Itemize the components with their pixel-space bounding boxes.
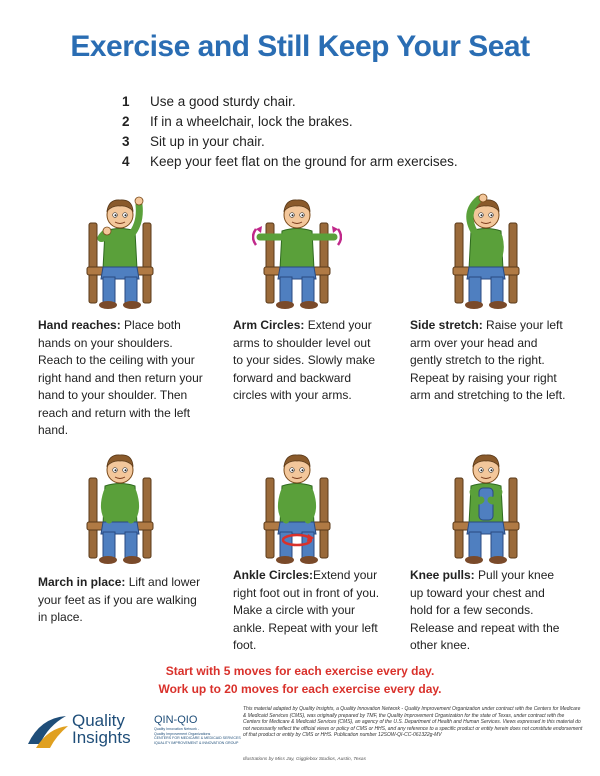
daily-goal-note — [0, 662, 600, 698]
exercise-name: Hand reaches: — [38, 318, 121, 332]
exercise-description-knee-pulls — [410, 567, 570, 655]
exercise-description-hand-reaches — [38, 317, 208, 440]
march-in-place-illustration — [75, 448, 165, 568]
exercise-text: Extend your arms to shoulder level out to your sides. Slowly make forward and backward circles with your arms. — [233, 318, 376, 402]
quality-insights-logo — [26, 711, 241, 750]
logo-mark-icon — [26, 714, 70, 750]
logo-line-quality: Quality — [72, 711, 125, 730]
exercise-description-march-in-place — [38, 574, 203, 627]
ankle-circles-illustration — [252, 448, 342, 568]
disclaimer-text: This material adapted by Quality Insights, a Quality Innovation Network - Quality Improvement Organization under contract with the Centers for Medicare & Medicaid Services (CMS), was originally prepared by TMF, the Quality Improvement Organization for the state of Texas, under contract with the Centers for Medicare & Medicaid Services (CMS), an agency of the U.S. Department of Health and Human Services. Views expressed in this material do not necessarily reflect the official views or policy of CMS or HHS, and any reference to a specific product or entity herein does not constitute endorsement of that product or entity by CMS or HHS. Publication number 12SOW-QI-CC-061322g-MV — [243, 706, 583, 739]
step-number: 3 — [122, 134, 130, 149]
logo-subtitle — [154, 727, 244, 745]
exercise-description-side-stretch — [410, 317, 570, 405]
arm-circles-illustration — [252, 193, 342, 313]
instruction-list — [122, 92, 458, 172]
exercise-description-arm-circles — [233, 317, 383, 405]
side-stretch-illustration — [441, 193, 531, 313]
exercise-text: Raise your left arm over your head and gently stretch to the right. Repeat by raising your right arm and stretching to the left. — [410, 318, 566, 402]
list-item — [122, 132, 458, 152]
logo-sub-line: Quality Innovation Network - — [154, 727, 200, 731]
step-number: 1 — [122, 94, 130, 109]
logo-sub-line: CENTERS FOR MEDICARE & MEDICAID SERVICES — [154, 736, 241, 741]
exercise-text: Pull your knee up toward your chest and hold for a few seconds. Release and repeat with the other knee. — [410, 568, 560, 652]
step-text: If in a wheelchair, lock the brakes. — [150, 114, 353, 129]
exercise-description-ankle-circles — [233, 567, 383, 655]
exercise-name: Ankle Circles: — [233, 568, 314, 582]
step-text: Keep your feet flat on the ground for arm exercises. — [150, 154, 458, 169]
hand-reaches-illustration — [75, 193, 165, 313]
exercise-text: Extend your right foot out in front of you. Make a circle with your ankle. Repeat with your left foot. — [233, 568, 380, 652]
exercise-name: Side stretch: — [410, 318, 483, 332]
logo-qin-qio: QIN-QIO — [154, 714, 198, 726]
list-item — [122, 92, 458, 112]
goal-line-work-up: Work up to 20 moves for each exercise every day. — [158, 682, 442, 696]
exercise-text: Place both hands on your shoulders. Reach to the ceiling with your right hand and then return your hand to your shoulder. Then reach and return with the left hand. — [38, 318, 203, 437]
exercise-name: Knee pulls: — [410, 568, 475, 582]
step-text: Sit up in your chair. — [150, 134, 265, 149]
goal-line-start: Start with 5 moves for each exercise every day. — [165, 664, 435, 678]
exercise-text: Lift and lower your feet as if you are walking in place. — [38, 575, 201, 624]
step-text: Use a good sturdy chair. — [150, 94, 296, 109]
exercise-name: Arm Circles: — [233, 318, 305, 332]
step-number: 4 — [122, 154, 130, 169]
logo-line-insights: Insights — [72, 728, 131, 747]
step-number: 2 — [122, 114, 130, 129]
exercise-name: March in place: — [38, 575, 126, 589]
logo-sub-line: IQUALITY IMPROVEMENT & INNOVATION GROUP — [154, 740, 239, 745]
list-item — [122, 112, 458, 132]
logo-wordmark — [72, 712, 131, 746]
illustration-credit: Illustrations by Miss Jay, Gigglebox Studios, Austin, Texas — [243, 757, 366, 762]
logo-sub-line: Quality Improvement Organizations — [154, 731, 211, 736]
list-item — [122, 152, 458, 172]
knee-pulls-illustration — [441, 448, 531, 568]
page-title: Exercise and Still Keep Your Seat — [70, 30, 530, 63]
